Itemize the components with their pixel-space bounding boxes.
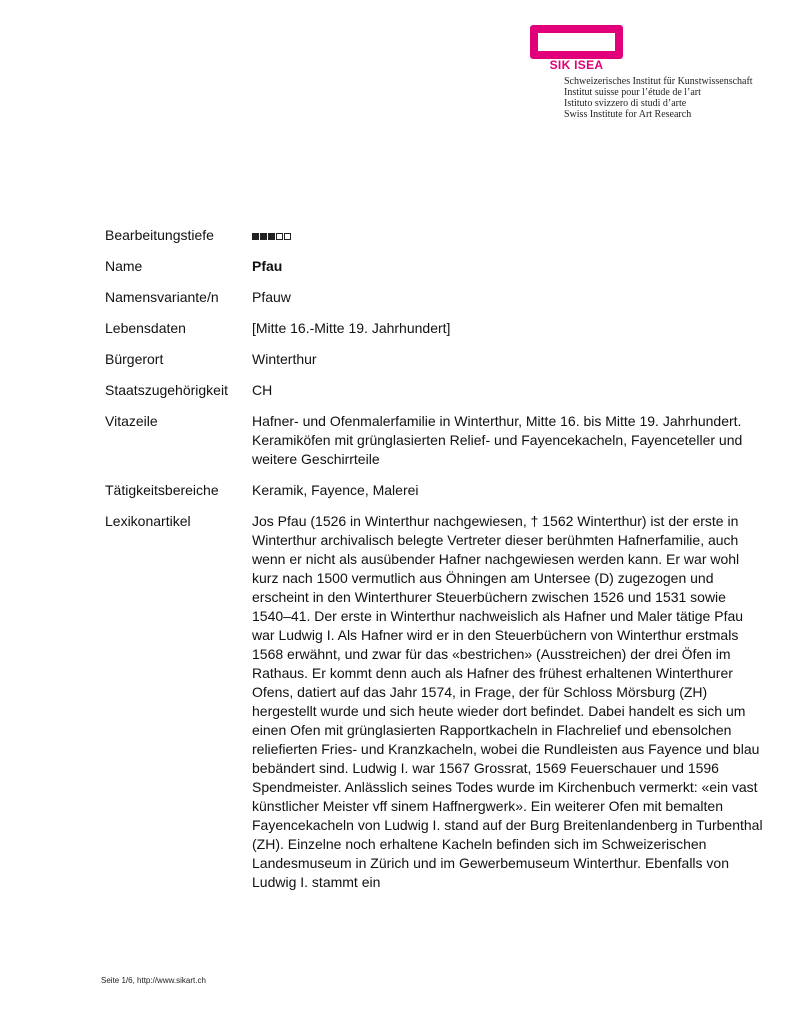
label-name: Name xyxy=(105,258,143,274)
row-lebensdaten xyxy=(105,319,765,338)
institute-name-it: Istituto svizzero di studi d’arte xyxy=(564,98,687,109)
label-namensvariante: Namensvariante/n xyxy=(105,289,219,305)
artist-record xyxy=(105,226,765,904)
depth-square-filled xyxy=(260,233,267,240)
depth-square-empty xyxy=(284,233,291,240)
institute-name-fr: Institut suisse pour l’étude de l’art xyxy=(564,87,701,98)
institute-name-de: Schweizerisches Institut für Kunstwissenschaft xyxy=(564,76,753,87)
institute-names xyxy=(564,76,753,120)
value-buergerort: Winterthur xyxy=(252,351,317,367)
value-lexikonartikel: Jos Pfau (1526 in Winterthur nachgewiesen, † 1562 Winterthur) ist der erste in Winterthur archivalisch belegte Vertreter dieser berühmten Hafnerfamilie, auch wenn er nicht als ausübender Hafner nachgewiesen werden kann. Er war wohl kurz nach 1500 vermutlich aus Öhningen am Untersee (D) zugezogen und erscheint in den Winterthurer Steuerbüchern zwischen 1526 und 1531 sowie 1540–41. Der erste in Winterthur nachweislich als Hafner und Maler tätige Pfau war Ludwig I. Als Hafner wird er in den Steuerbüchern von Winterthur erstmals 1568 erwähnt, und zwar für das «bestrichen» (Ausstreichen) der drei Öfen im Rathaus. Er kommt denn auch als Hafner des frühest erhaltenen Winterthurer Ofens, datiert auf das Jahr 1574, in Frage, der für Schloss Mörsburg (ZH) hergestellt wurde und sich heute wieder dort befindet. Dabei handelt es sich um einen Ofen mit grünglasierten Rapportkacheln in Flachrelief und ebensolchen reliefierten Fries- und Kranzkacheln, wobei die Rundleisten aus Fayence und blau bebändert sind. Ludwig I. war 1567 Grossrat, 1569 Feuerschauer und 1596 Spendmeister. Anlässlich seines Todes wurde im Kirchenbuch vermerkt: «ein vast künstlicher Meister vff sinem Haffnergwerk». Ein weiterer Ofen mit bemalten Fayencekacheln von Ludwig I. stand auf der Burg Breitenlandenberg in Turbenthal (ZH). Einzelne noch erhaltene Kacheln befinden sich im Schweizerischen Landesmuseum in Zürich und im Gewerbemuseum Winterthur. Ebenfalls von Ludwig I. stammt ein xyxy=(252,513,763,890)
label-vitazeile: Vitazeile xyxy=(105,413,158,429)
value-staatszugehoerigkeit: CH xyxy=(252,382,273,398)
institute-name-en: Swiss Institute for Art Research xyxy=(564,109,692,120)
sik-isea-logo-frame xyxy=(530,25,623,59)
row-vitazeile xyxy=(105,412,765,469)
page-footer: Seite 1/6, http://www.sikart.ch xyxy=(101,976,206,985)
row-namensvariante xyxy=(105,288,765,307)
value-taetigkeitsbereiche: Keramik, Fayence, Malerei xyxy=(252,482,419,498)
label-buergerort: Bürgerort xyxy=(105,351,164,367)
row-taetigkeitsbereiche xyxy=(105,481,765,500)
label-lexikonartikel: Lexikonartikel xyxy=(105,513,191,529)
value-namensvariante: Pfauw xyxy=(252,289,291,305)
label-lebensdaten: Lebensdaten xyxy=(105,320,186,336)
depth-square-empty xyxy=(276,233,283,240)
row-name xyxy=(105,257,765,276)
depth-rating xyxy=(252,226,765,245)
value-lebensdaten: [Mitte 16.-Mitte 19. Jahrhundert] xyxy=(252,320,451,336)
row-staatszugehoerigkeit xyxy=(105,381,765,400)
depth-square-filled xyxy=(268,233,275,240)
depth-square-filled xyxy=(252,233,259,240)
row-lexikonartikel xyxy=(105,512,765,892)
value-vitazeile: Hafner- und Ofenmalerfamilie in Winterthur, Mitte 16. bis Mitte 19. Jahrhundert. Keramiköfen mit grünglasierten Relief- und Fayencekacheln, Fayenceteller und weitere Geschirrteile xyxy=(252,413,743,467)
row-bearbeitungstiefe xyxy=(105,226,765,245)
label-staatszugehoerigkeit: Staatszugehörigkeit xyxy=(105,382,228,398)
label-bearbeitungstiefe: Bearbeitungstiefe xyxy=(105,227,214,243)
row-buergerort xyxy=(105,350,765,369)
logo-name: SIK ISEA xyxy=(549,58,604,72)
label-taetigkeitsbereiche: Tätigkeitsbereiche xyxy=(105,482,219,498)
value-name: Pfau xyxy=(252,258,283,274)
